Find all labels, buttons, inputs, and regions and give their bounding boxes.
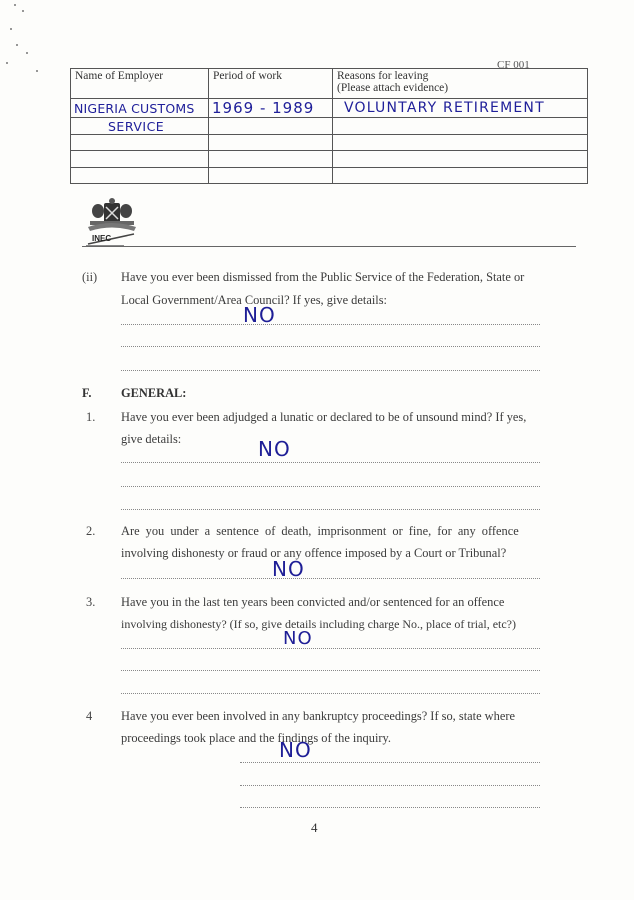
employment-history-table: [70, 68, 588, 184]
scan-speck: [22, 10, 24, 12]
header-reasons: [333, 69, 588, 99]
scan-speck: [36, 70, 38, 72]
answer-line: [121, 324, 540, 325]
question-number: 1.: [86, 410, 96, 424]
employer-value: NIGERIA CUSTOMS: [74, 100, 195, 116]
question-number: 4: [86, 709, 93, 723]
scan-speck: [6, 62, 8, 64]
question-number: 3.: [86, 595, 96, 609]
header-reasons-note: (Please attach evidence): [337, 82, 449, 94]
question-number: 2.: [86, 524, 96, 538]
reason-cell: [333, 99, 588, 118]
form-code: CF 001: [497, 59, 530, 71]
table-row: [71, 135, 588, 151]
question-text: give details:: [121, 432, 182, 446]
scan-speck: [26, 52, 28, 54]
inec-crest-icon: [82, 197, 142, 249]
answer-line: [121, 346, 540, 347]
question-text: involving dishonesty? (If so, give details including charge No., place of trial, etc?): [121, 617, 516, 631]
answer-line: [121, 462, 540, 463]
employer-cell: [71, 118, 209, 135]
period-cell: [209, 118, 333, 135]
handwritten-answer: NO: [258, 437, 291, 461]
table-row: [71, 118, 588, 135]
reason-value: VOLUNTARY RETIREMENT: [344, 100, 545, 116]
scan-speck: [10, 28, 12, 30]
page-number: 4: [311, 820, 318, 835]
question-text: Are you under a sentence of death, imprisonment or fine, for any offence: [121, 524, 519, 538]
answer-line: [121, 578, 540, 579]
scan-speck: [16, 44, 18, 46]
period-value: 1969 - 1989: [212, 99, 315, 117]
table-row: [71, 151, 588, 168]
question-text: Local Government/Area Council? If yes, give details:: [121, 293, 387, 307]
section-letter: F.: [82, 386, 92, 400]
header-period: Period of work: [209, 69, 333, 99]
answer-line: [240, 785, 540, 786]
section-title: GENERAL:: [121, 386, 187, 400]
handwritten-answer: NO: [279, 738, 312, 762]
table-row: [71, 168, 588, 184]
answer-line: [121, 486, 540, 487]
answer-line: [121, 670, 540, 671]
scan-speck: [14, 4, 16, 6]
answer-line: [121, 648, 540, 649]
question-text: Have you ever been dismissed from the Public Service of the Federation, State or: [121, 270, 525, 284]
answer-line: [121, 693, 540, 694]
employer-value-cont: SERVICE: [108, 118, 165, 134]
inec-logo-text: INEC: [92, 234, 112, 243]
question-text: proceedings took place and the findings of the inquiry.: [121, 731, 391, 745]
handwritten-answer: NO: [283, 628, 313, 649]
question-number: (ii): [82, 270, 98, 284]
question-text: Have you in the last ten years been convicted and/or sentenced for an offence: [121, 595, 505, 609]
header-employer: Name of Employer: [71, 69, 209, 99]
handwritten-answer: NO: [272, 557, 305, 581]
question-text: Have you ever been adjudged a lunatic or declared to be of unsound mind? If yes,: [121, 410, 527, 424]
answer-line: [121, 370, 540, 371]
table-header-row: [71, 69, 588, 99]
reason-cell: [333, 118, 588, 135]
answer-line: [240, 762, 540, 763]
answer-line: [240, 807, 540, 808]
inec-logo: [82, 197, 142, 249]
header-divider: [82, 246, 576, 247]
table-row: [71, 99, 588, 118]
employer-cell: [71, 99, 209, 118]
question-text: involving dishonesty or fraud or any offence imposed by a Court or Tribunal?: [121, 546, 507, 560]
header-reasons-label: Reasons for leaving: [337, 70, 429, 82]
period-cell: [209, 99, 333, 118]
handwritten-answer: NO: [243, 303, 276, 327]
answer-line: [121, 509, 540, 510]
question-text: Have you ever been involved in any bankruptcy proceedings? If so, state where: [121, 709, 515, 723]
